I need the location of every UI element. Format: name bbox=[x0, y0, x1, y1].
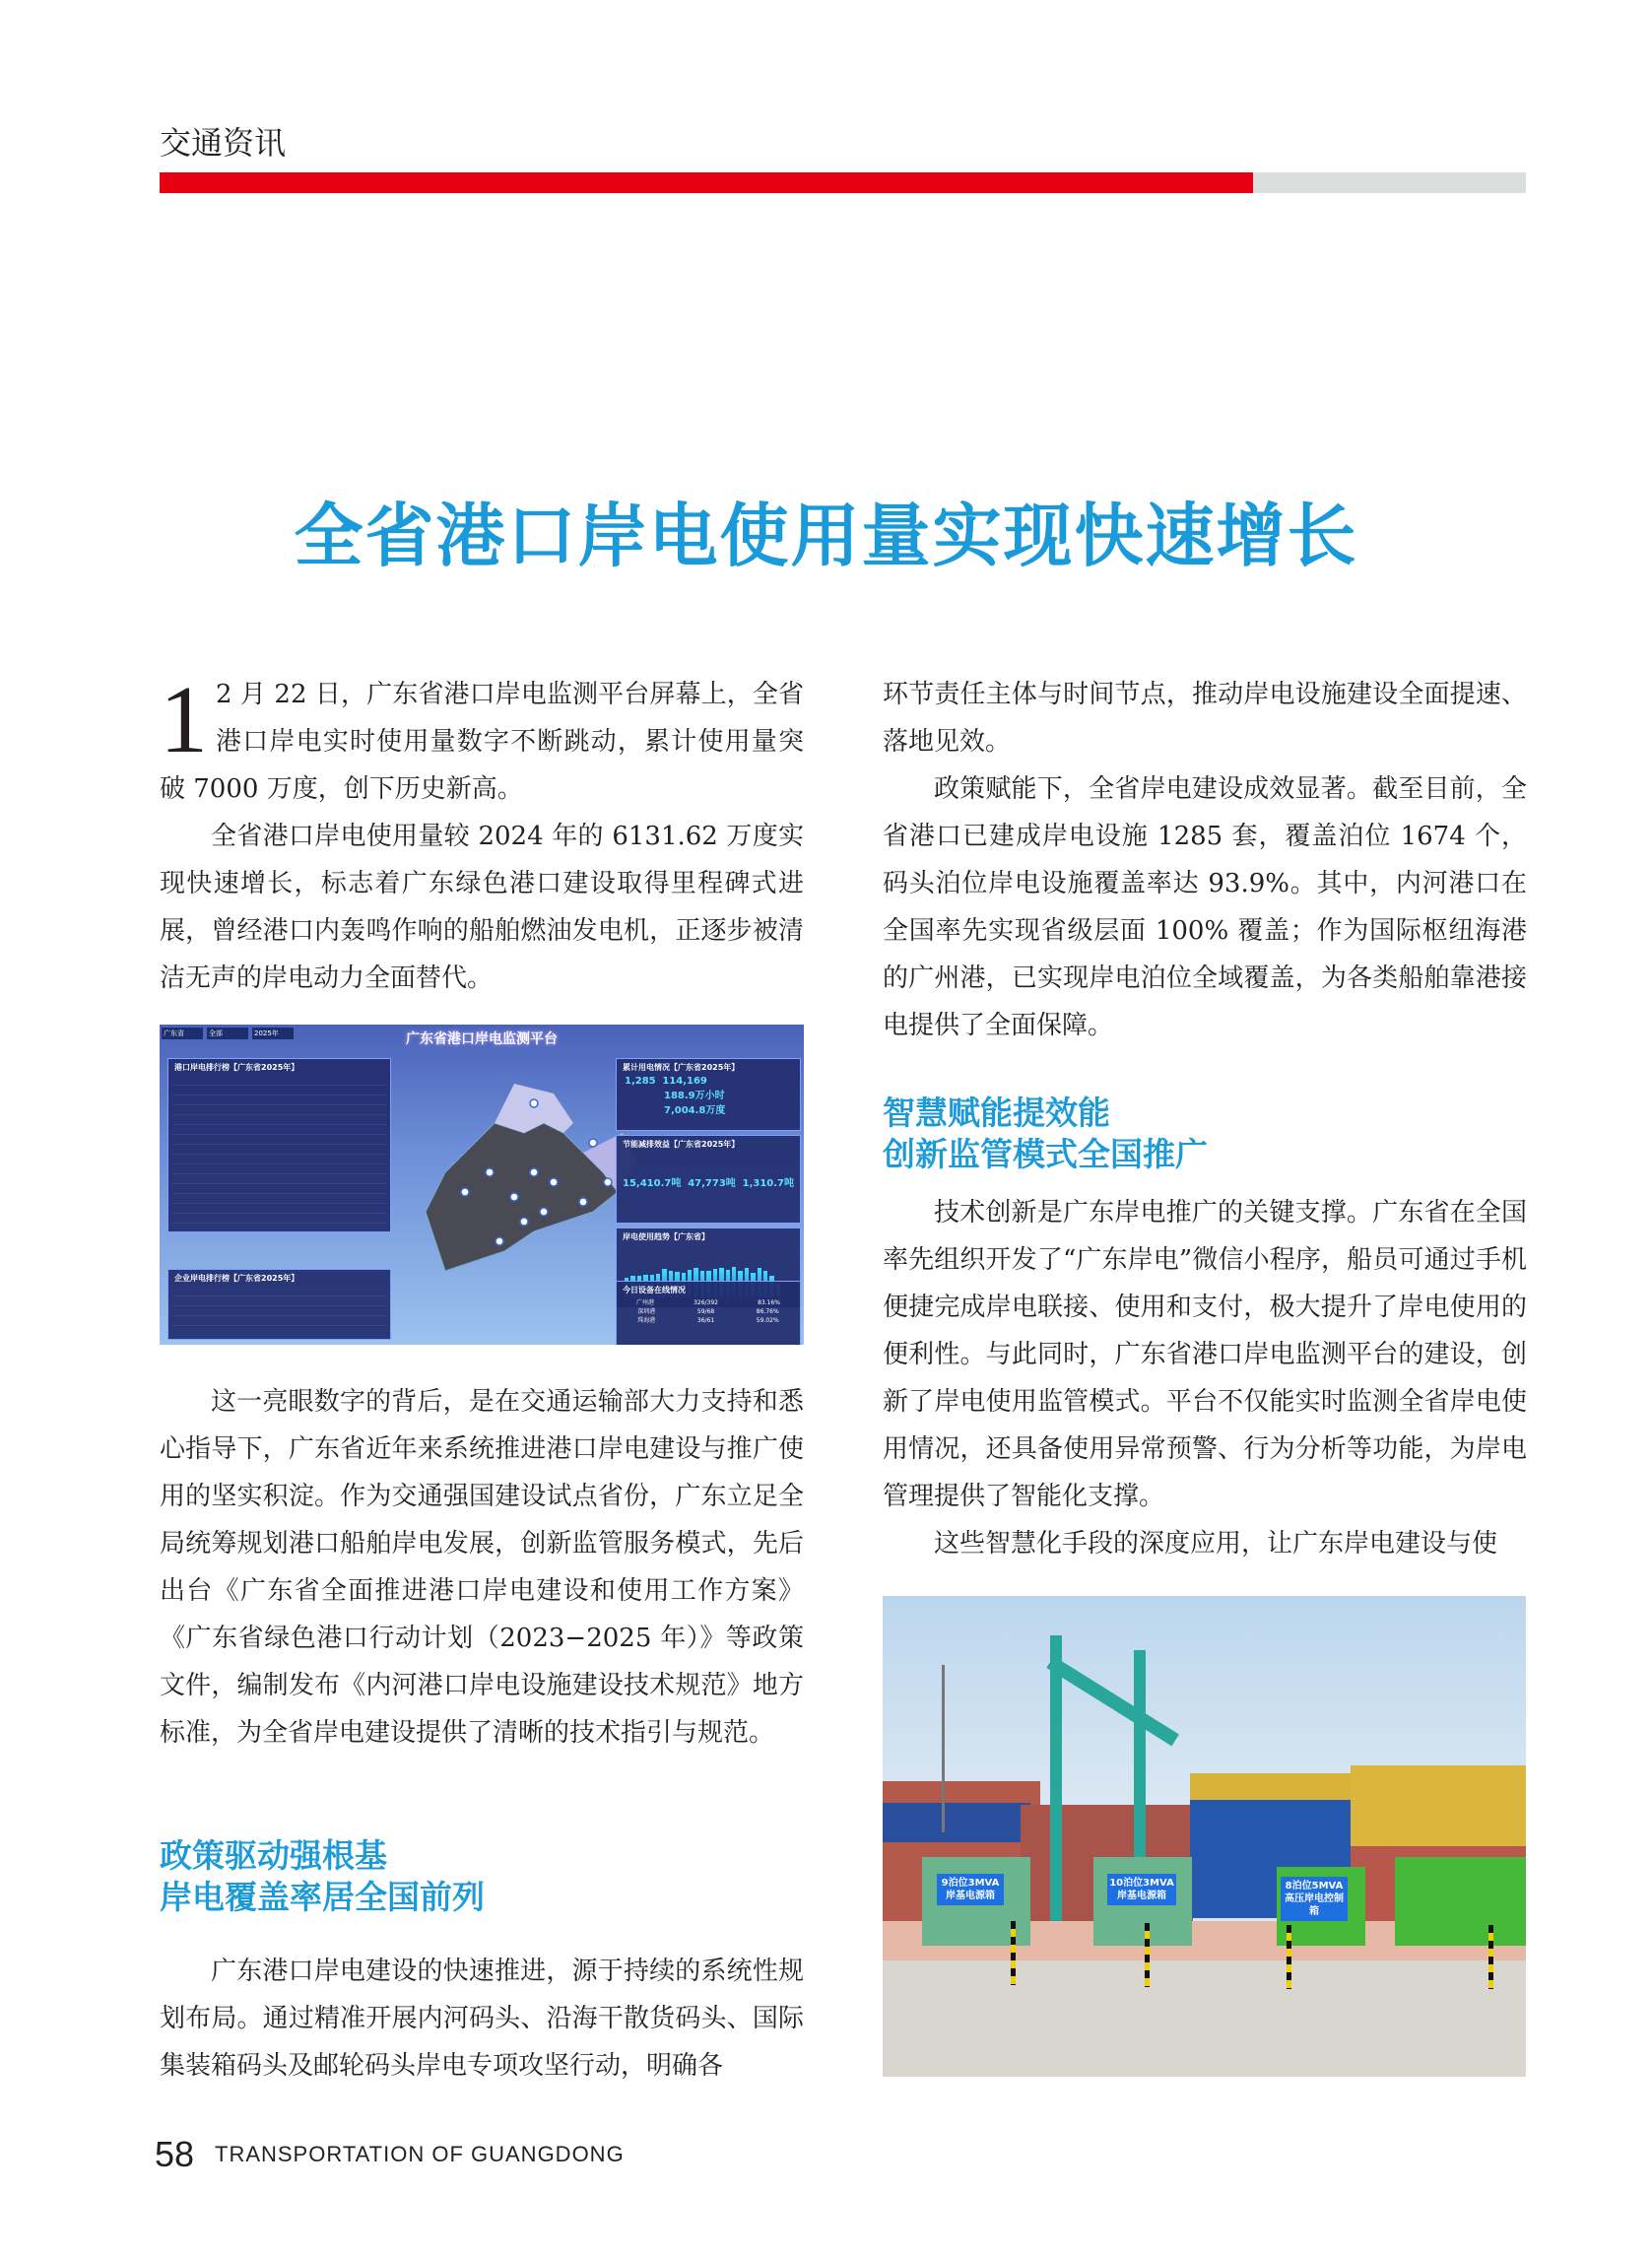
company-ranking-panel bbox=[167, 1269, 391, 1340]
online-cell: 83.16% bbox=[758, 1299, 780, 1306]
emission-panel bbox=[616, 1135, 801, 1224]
paragraph: 政策赋能下，全省岸电建设成效显著。截至目前，全省港口已建成岸电设施 1285 套，覆盖泊位 1674 个，码头泊位岸电设施覆盖率达 93.9%。其中，内河港口在全国率先实现省级层面 100% 覆盖；作为国际枢纽海港的广州港，已实现岸电泊位全域覆盖，为各类船舶靠港接电提供了全面保障。 bbox=[883, 774, 1527, 1040]
online-cell: 59/68 bbox=[696, 1308, 715, 1315]
panel-title: 节能减排效益【广东省2025年】 bbox=[623, 1140, 740, 1149]
usage-energy: 7,004.8万度 bbox=[664, 1105, 726, 1116]
port-ranking-panel bbox=[167, 1058, 391, 1232]
header-gray-bar bbox=[1253, 172, 1526, 193]
paragraph: 这些智慧化手段的深度应用，让广东岸电建设与使 bbox=[934, 1529, 1498, 1559]
online-cell: 珠海港 bbox=[637, 1317, 656, 1324]
emission-value: 1,310.7吨 bbox=[742, 1178, 794, 1189]
emission-value: 47,773吨 bbox=[688, 1178, 736, 1189]
berth-sign: 10泊位3MVA 岸基电源箱 bbox=[1107, 1874, 1176, 1905]
paragraph-continued: 环节责任主体与时间节点，推动岸电设施建设全面提速、落地见效。 bbox=[883, 680, 1527, 757]
article-title: 全省港口岸电使用量实现快速增长 bbox=[294, 496, 1358, 576]
left-column-top bbox=[160, 667, 804, 1002]
online-cell: 326/392 bbox=[694, 1299, 719, 1306]
online-table bbox=[617, 1298, 800, 1325]
drop-cap: 1 bbox=[160, 667, 208, 773]
online-cell: 36/61 bbox=[696, 1317, 715, 1324]
online-row bbox=[617, 1307, 800, 1316]
online-cell: 深圳港 bbox=[637, 1308, 656, 1315]
left-column-middle bbox=[160, 1378, 804, 1757]
online-cell: 86.76% bbox=[756, 1308, 779, 1315]
year-select: 2025年 bbox=[252, 1028, 294, 1039]
online-row bbox=[617, 1316, 800, 1325]
panel-title: 今日设备在线情况 bbox=[623, 1286, 686, 1294]
heading-line: 智慧赋能提效能 bbox=[883, 1094, 1110, 1132]
berth-sign: 9泊位3MVA 岸基电源箱 bbox=[937, 1874, 1004, 1905]
dashboard-title: 广东省港口岸电监测平台 bbox=[406, 1031, 558, 1047]
section-heading-policy bbox=[160, 1835, 485, 1918]
panel-title: 企业岸电排行榜【广东省2025年】 bbox=[174, 1274, 299, 1283]
heading-line: 岸电覆盖率居全国前列 bbox=[160, 1878, 485, 1916]
right-column-top bbox=[883, 671, 1527, 1049]
header-accent-bar bbox=[160, 172, 1253, 193]
paragraph: 全省港口岸电使用量较 2024 年的 6131.62 万度实现快速增长，标志着广东绿色港口建设取得里程碑式进展，曾经港口内轰鸣作响的船舶燃油发电机，正逐步被清洁无声的岸电动力全面替代。 bbox=[160, 822, 804, 993]
panel-title: 累计用电情况【广东省2025年】 bbox=[623, 1063, 740, 1072]
page-number: 58 bbox=[155, 2134, 195, 2174]
emission-value: 15,410.7吨 bbox=[623, 1178, 682, 1189]
cumulative-panel bbox=[616, 1058, 801, 1131]
online-cell: 59.02% bbox=[756, 1317, 779, 1324]
magazine-name: TRANSPORTATION OF GUANGDONG bbox=[215, 2142, 625, 2166]
online-panel bbox=[616, 1281, 801, 1345]
online-cell: 广州港 bbox=[636, 1299, 655, 1306]
online-row bbox=[617, 1298, 800, 1307]
dashboard-screenshot bbox=[160, 1025, 804, 1345]
device-count: 1,285 bbox=[625, 1076, 656, 1087]
right-column-bottom bbox=[883, 1189, 1527, 1567]
scope-select: 全部 bbox=[207, 1028, 248, 1039]
paragraph: 这一亮眼数字的背后，是在交通运输部大力支持和悉心指导下，广东省近年来系统推进港口岸电建设与推广使用的坚实积淀。作为交通强国建设试点省份，广东立足全局统筹规划港口船舶岸电发展，创新监管服务模式，先后出台《广东省全面推进港口岸电建设和使用工作方案》《广东省绿色港口行动计划（2023−2025 年）》等政策文件，编制发布《内河港口岸电设施建设技术规范》地方标准，为全省岸电建设提供了清晰的技术指引与规范。 bbox=[160, 1387, 804, 1748]
left-column-bottom bbox=[160, 1948, 804, 2090]
paragraph-intro: 1 2 月 22 日，广东省港口岸电监测平台屏幕上，全省港口岸电实时使用量数字不断跳动，累计使用量突破 7000 万度，创下历史新高。 bbox=[160, 667, 804, 804]
section-label: 交通资讯 bbox=[160, 124, 287, 162]
usage-times: 114,169 bbox=[662, 1076, 707, 1087]
guangdong-map bbox=[406, 1064, 642, 1291]
panel-title: 岸电使用趋势【广东省】 bbox=[623, 1232, 709, 1241]
berth-sign: 8泊位5MVA 高压岸电控制箱 bbox=[1281, 1877, 1348, 1921]
panel-title: 港口岸电排行榜【广东省2025年】 bbox=[174, 1063, 299, 1072]
paragraph: 技术创新是广东岸电推广的关键支撑。广东省在全国率先组织开发了“广东岸电”微信小程序，船员可通过手机便捷完成岸电联接、使用和支付，极大提升了岸电使用的便利性。与此同时，广东省港口岸电监测平台的建设，创新了岸电使用监管模式。平台不仅能实时监测全省岸电使用情况，还具备使用异常预警、行为分析等功能，为岸电管理提供了智能化支撑。 bbox=[883, 1198, 1527, 1511]
usage-hours: 188.9万小时 bbox=[664, 1091, 725, 1101]
heading-line: 政策驱动强根基 bbox=[160, 1836, 387, 1875]
section-heading-smart bbox=[883, 1093, 1208, 1175]
heading-line: 创新监管模式全国推广 bbox=[883, 1135, 1208, 1173]
port-shore-power-photo bbox=[883, 1596, 1526, 2077]
paragraph: 广东港口岸电建设的快速推进，源于持续的系统性规划布局。通过精准开展内河码头、沿海干散货码头、国际集装箱码头及邮轮码头岸电专项攻坚行动，明确各 bbox=[160, 1957, 804, 2081]
region-select: 广东省 bbox=[162, 1028, 203, 1039]
